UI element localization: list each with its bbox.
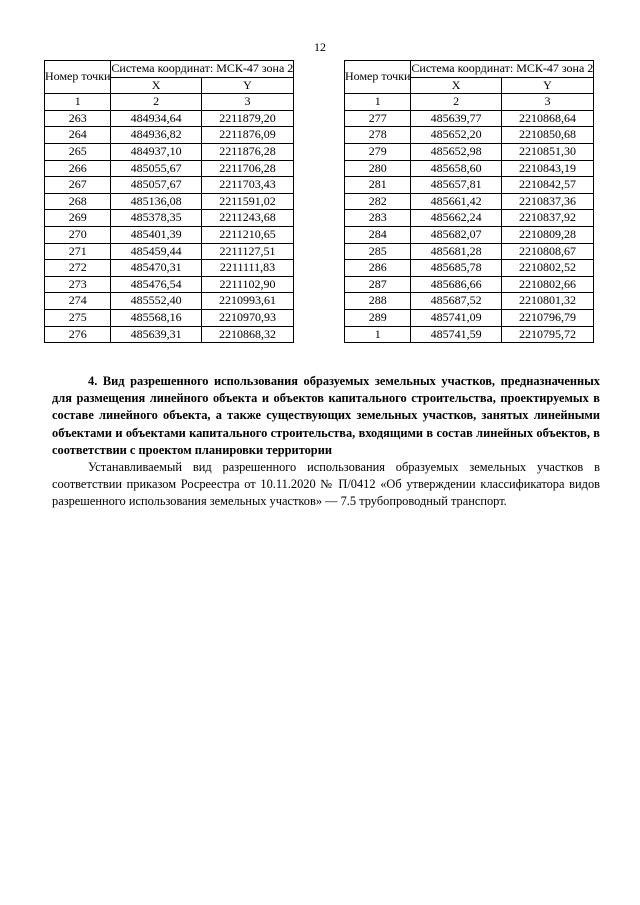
table-row (45, 127, 294, 144)
table-row (45, 293, 294, 310)
y-coordinate-cell: 2211102,90 (201, 276, 294, 293)
x-coordinate-cell: 485476,54 (111, 276, 201, 293)
point-number-header: Номер точки (345, 61, 411, 94)
y-coordinate-cell: 2210796,79 (501, 309, 594, 326)
y-coordinate-cell: 2211703,43 (201, 177, 294, 194)
point-number-cell: 265 (45, 143, 111, 160)
point-number-cell: 271 (45, 243, 111, 260)
y-coordinate-cell: 2210843,19 (501, 160, 594, 177)
table-row (45, 160, 294, 177)
table-row (345, 110, 594, 127)
section-4 (52, 373, 600, 511)
table-row (45, 210, 294, 227)
table-row (345, 260, 594, 277)
point-number-header: Номер точки (45, 61, 111, 94)
point-number-cell: 266 (45, 160, 111, 177)
x-coordinate-cell: 485401,39 (111, 226, 201, 243)
column-index-3: 3 (201, 94, 294, 111)
coord-system-header: Система координат: МСК-47 зона 2 (111, 61, 294, 78)
point-number-cell: 276 (45, 326, 111, 343)
y-coordinate-cell: 2210851,30 (501, 143, 594, 160)
point-number-cell: 284 (345, 226, 411, 243)
table-row (45, 243, 294, 260)
point-number-cell: 278 (345, 127, 411, 144)
y-coordinate-cell: 2210802,66 (501, 276, 594, 293)
table-row (45, 260, 294, 277)
x-coordinate-cell: 485687,52 (411, 293, 501, 310)
y-coordinate-cell: 2211706,28 (201, 160, 294, 177)
y-coordinate-cell: 2210868,32 (201, 326, 294, 343)
y-coordinate-cell: 2210802,52 (501, 260, 594, 277)
table-row (345, 293, 594, 310)
x-coordinate-cell: 485459,44 (111, 243, 201, 260)
column-index-2: 2 (111, 94, 201, 111)
point-number-cell: 288 (345, 293, 411, 310)
y-coordinate-cell: 2210801,32 (501, 293, 594, 310)
y-coordinate-cell: 2211243,68 (201, 210, 294, 227)
point-number-cell: 274 (45, 293, 111, 310)
table-row (345, 226, 594, 243)
table-row (45, 177, 294, 194)
x-coordinate-cell: 484936,82 (111, 127, 201, 144)
point-number-cell: 281 (345, 177, 411, 194)
coordinates-table-right (344, 60, 594, 343)
table-row (345, 127, 594, 144)
x-coordinate-cell: 485685,78 (411, 260, 501, 277)
y-coordinate-cell: 2211111,83 (201, 260, 294, 277)
x-coordinate-cell: 485686,66 (411, 276, 501, 293)
point-number-cell: 286 (345, 260, 411, 277)
point-number-cell: 268 (45, 193, 111, 210)
point-number-cell: 277 (345, 110, 411, 127)
table-row (45, 193, 294, 210)
coord-system-header: Система координат: МСК-47 зона 2 (411, 61, 594, 78)
point-number-cell: 287 (345, 276, 411, 293)
point-number-cell: 285 (345, 243, 411, 260)
x-coordinate-cell: 485741,09 (411, 309, 501, 326)
x-coordinate-cell: 485055,67 (111, 160, 201, 177)
y-coordinate-cell: 2210837,36 (501, 193, 594, 210)
table-row (345, 210, 594, 227)
x-coordinate-cell: 485057,67 (111, 177, 201, 194)
point-number-cell: 283 (345, 210, 411, 227)
point-number-cell: 272 (45, 260, 111, 277)
point-number-cell: 270 (45, 226, 111, 243)
y-coordinate-cell: 2211210,65 (201, 226, 294, 243)
x-coordinate-cell: 485652,20 (411, 127, 501, 144)
point-number-cell: 263 (45, 110, 111, 127)
y-coordinate-cell: 2211127,51 (201, 243, 294, 260)
x-coordinate-cell: 485662,24 (411, 210, 501, 227)
x-header: X (411, 77, 501, 94)
point-number-cell: 267 (45, 177, 111, 194)
y-coordinate-cell: 2210842,57 (501, 177, 594, 194)
y-header: Y (501, 77, 594, 94)
table-row (345, 177, 594, 194)
x-coordinate-cell: 485639,77 (411, 110, 501, 127)
x-coordinate-cell: 485568,16 (111, 309, 201, 326)
y-header: Y (201, 77, 294, 94)
table-row (345, 243, 594, 260)
table-row (45, 226, 294, 243)
y-coordinate-cell: 2210850,68 (501, 127, 594, 144)
table-row (345, 326, 594, 343)
y-coordinate-cell: 2210837,92 (501, 210, 594, 227)
point-number-cell: 1 (345, 326, 411, 343)
column-index-1: 1 (345, 94, 411, 111)
x-coordinate-cell: 485652,98 (411, 143, 501, 160)
y-coordinate-cell: 2210795,72 (501, 326, 594, 343)
table-row (345, 276, 594, 293)
column-index-2: 2 (411, 94, 501, 111)
x-coordinate-cell: 485470,31 (111, 260, 201, 277)
x-coordinate-cell: 485661,42 (411, 193, 501, 210)
table-row (345, 160, 594, 177)
point-number-cell: 275 (45, 309, 111, 326)
x-coordinate-cell: 485136,08 (111, 193, 201, 210)
column-index-1: 1 (45, 94, 111, 111)
section-body: Устанавливаемый вид разрешенного использования образуемых земельных участков в соответствии приказом Росреестра от 10.11.2020 № П/0412 «Об утверждении классификатора видов разрешенного использования земельных участков» — 7.5 трубопроводный транспорт. (52, 460, 600, 509)
table-row (345, 193, 594, 210)
y-coordinate-cell: 2210809,28 (501, 226, 594, 243)
point-number-cell: 264 (45, 127, 111, 144)
table-row (345, 143, 594, 160)
point-number-cell: 289 (345, 309, 411, 326)
coordinates-table-left (44, 60, 294, 343)
y-coordinate-cell: 2210970,93 (201, 309, 294, 326)
x-coordinate-cell: 485639,31 (111, 326, 201, 343)
y-coordinate-cell: 2210808,67 (501, 243, 594, 260)
x-coordinate-cell: 485552,40 (111, 293, 201, 310)
x-coordinate-cell: 485681,28 (411, 243, 501, 260)
point-number-cell: 282 (345, 193, 411, 210)
y-coordinate-cell: 2210993,61 (201, 293, 294, 310)
point-number-cell: 280 (345, 160, 411, 177)
y-coordinate-cell: 2211876,09 (201, 127, 294, 144)
table-row (45, 110, 294, 127)
table-row (45, 326, 294, 343)
column-index-3: 3 (501, 94, 594, 111)
section-heading: 4. Вид разрешенного использования образуемых земельных участков, предназначенных для размещения линейного объекта и объектов капитального строительства, проектируемых в составе линейного объекта, а также существующих земельных участков, занятых линейными объектами и объектами капитального строительства, входящими в состав линейных объектов, в соответствии с проектом планировки территории (52, 374, 600, 457)
table-row (45, 276, 294, 293)
x-coordinate-cell: 485378,35 (111, 210, 201, 227)
table-row (45, 309, 294, 326)
table-row (345, 309, 594, 326)
y-coordinate-cell: 2211876,28 (201, 143, 294, 160)
page-number: 12 (314, 40, 326, 54)
x-coordinate-cell: 485741,59 (411, 326, 501, 343)
point-number-cell: 273 (45, 276, 111, 293)
x-coordinate-cell: 485658,60 (411, 160, 501, 177)
point-number-cell: 279 (345, 143, 411, 160)
point-number-cell: 269 (45, 210, 111, 227)
x-coordinate-cell: 485682,07 (411, 226, 501, 243)
x-coordinate-cell: 485657,81 (411, 177, 501, 194)
y-coordinate-cell: 2211879,20 (201, 110, 294, 127)
x-coordinate-cell: 484937,10 (111, 143, 201, 160)
table-row (45, 143, 294, 160)
y-coordinate-cell: 2211591,02 (201, 193, 294, 210)
x-header: X (111, 77, 201, 94)
x-coordinate-cell: 484934,64 (111, 110, 201, 127)
y-coordinate-cell: 2210868,64 (501, 110, 594, 127)
